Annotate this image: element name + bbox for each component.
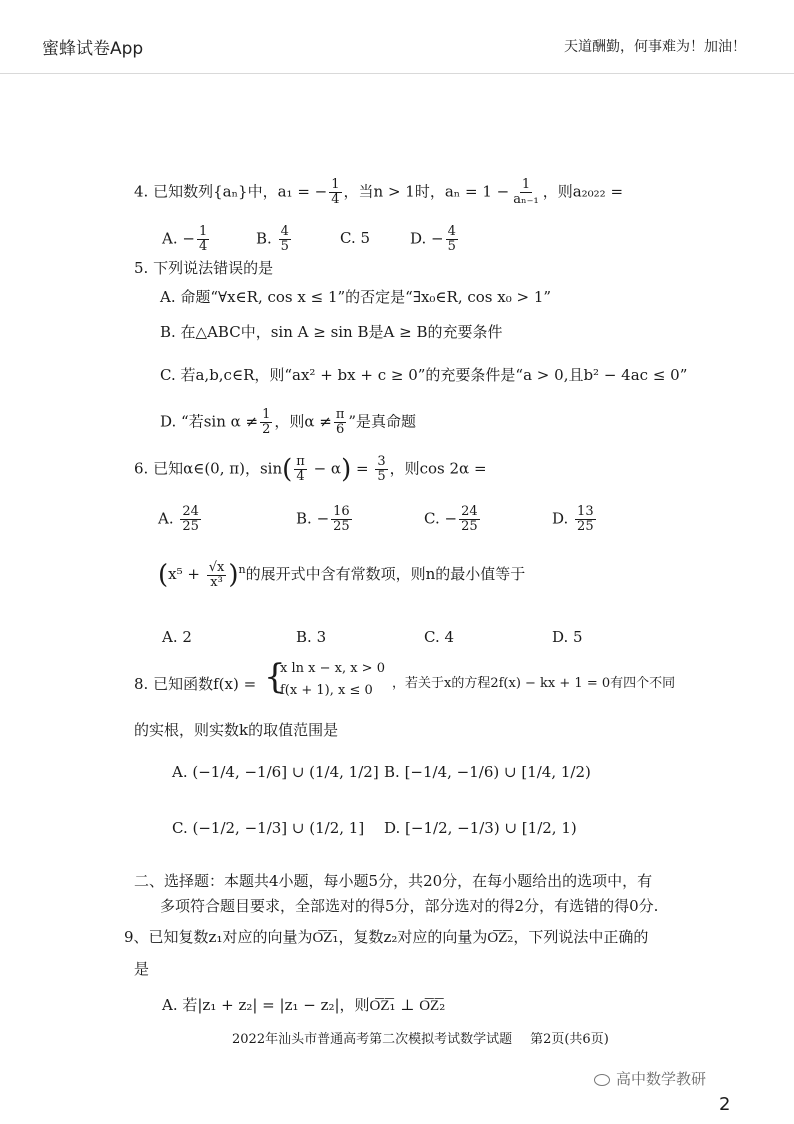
question-9-stem-line2: 是: [134, 960, 150, 978]
question-8-stem: 8. 已知函数f(x) =: [134, 675, 257, 693]
q4-option-c: C. 5: [340, 229, 371, 247]
question-8-stem-line2: 的实根，则实数k的取值范围是: [134, 721, 339, 739]
q4-option-a: A. − $\frac{1}{4}$: [162, 224, 208, 254]
piecewise-case-1: x ln x − x, x > 0: [280, 661, 385, 676]
question-8-stem-cont: ，若关于x的方程2f(x) − kx + 1 = 0有四个不同: [392, 676, 676, 691]
q7-option-d: D. 5: [552, 628, 583, 646]
q7-option-a: A. 2: [162, 628, 192, 646]
q8-option-a: A. (−1/4, −1/6] ∪ (1/4, 1/2]: [172, 763, 379, 781]
q8-option-d: D. [−1/2, −1/3) ∪ [1/2, 1): [384, 819, 577, 837]
question-7-stem: (x⁵ + $\frac{√x}{\text{x³}}$ )$^n$的展开式中含有常数项，则n的最小值等于: [158, 559, 526, 590]
piecewise-brace: {: [264, 657, 286, 697]
section-2-instructions-line1: 二、选择题：本题共4小题，每小题5分，共20分，在每小题给出的选项中，有: [134, 872, 653, 890]
page-footer: [232, 1028, 627, 1047]
q5-option-b: B. 在△ABC中，sin A ≥ sin B是A ≥ B的充要条件: [160, 323, 503, 341]
watermark: [594, 1068, 706, 1089]
q7-option-c: C. 4: [424, 628, 455, 646]
q8-option-b: B. [−1/4, −1/6) ∪ [1/4, 1/2): [384, 763, 591, 781]
q5-option-c: C. 若a,b,c∈R，则“ax² + bx + c ≥ 0”的充要条件是“a > 0,且b² − 4ac ≤ 0”: [160, 366, 688, 384]
q6-option-b: B. − $\frac{16}{25}$: [296, 504, 350, 534]
q5-option-a: A. 命题“∀x∈R, cos x ≤ 1”的否定是“∃x₀∈R, cos x₀ > 1”: [160, 288, 552, 306]
q7-option-b: B. 3: [296, 628, 327, 646]
question-9-stem: 9、已知复数z₁对应的向量为O͞Z͞₁，复数z₂对应的向量为O͞Z͞₂，下列说法中正确的: [124, 928, 649, 946]
app-header: [0, 0, 794, 74]
question-4-stem: 4. 已知数列{aₙ}中，a₁ = − $\frac{1}{4}$ ，当n > 1时，aₙ = 1 − $\frac{1}{\text{aₙ₋₁}}$ ，则a₂₀₂₂ =: [134, 177, 624, 207]
q8-option-c: C. (−1/2, −1/3] ∪ (1/2, 1]: [172, 819, 365, 837]
q6-option-d: D. $\frac{13}{25}$: [552, 504, 594, 534]
q4-option-b: B. $\frac{4}{5}$: [256, 224, 289, 254]
watermark-text: 高中数学教研: [616, 1070, 707, 1088]
app-name: 蜜蜂试卷App: [42, 39, 144, 59]
page-indicator: 第2页(共6页): [530, 1032, 609, 1047]
q6-option-a: A. $\frac{24}{25}$: [158, 504, 199, 534]
section-2-instructions-line2: 多项符合题目要求，全部选对的得5分，部分选对的得2分，有选错的得0分.: [160, 897, 659, 915]
fraction: $\frac{1}{4}$: [331, 177, 340, 207]
slogan: 天道酬勤，何事难为！加油！: [564, 39, 746, 55]
wechat-icon: [594, 1074, 610, 1086]
q5-option-d: D. “若sin α ≠ $\frac{1}{2}$ ，则α ≠ $\frac{\pi}{6}$ ”是真命题: [160, 407, 417, 437]
exam-title: 2022年汕头市普通高考第二次模拟考试数学试题: [232, 1032, 513, 1047]
fraction: $\frac{1}{\text{aₙ₋₁}}$: [513, 177, 539, 207]
question-5-stem: 5. 下列说法错误的是: [134, 259, 274, 277]
page-number: 2: [719, 1094, 731, 1115]
piecewise-case-2: f(x + 1), x ≤ 0: [280, 683, 373, 698]
question-6-stem: 6. 已知α∈(0, π)，sin( $\frac{\pi}{4}$ − α) = $\frac{3}{5}$ ，则cos 2α =: [134, 454, 487, 485]
q9-option-a: A. 若|z₁ + z₂| = |z₁ − z₂|，则O͞Z͞₁ ⊥ O͞Z͞₂: [162, 996, 446, 1014]
q4-option-d: D. − $\frac{4}{5}$: [410, 224, 456, 254]
q6-option-c: C. − $\frac{24}{25}$: [424, 504, 478, 534]
